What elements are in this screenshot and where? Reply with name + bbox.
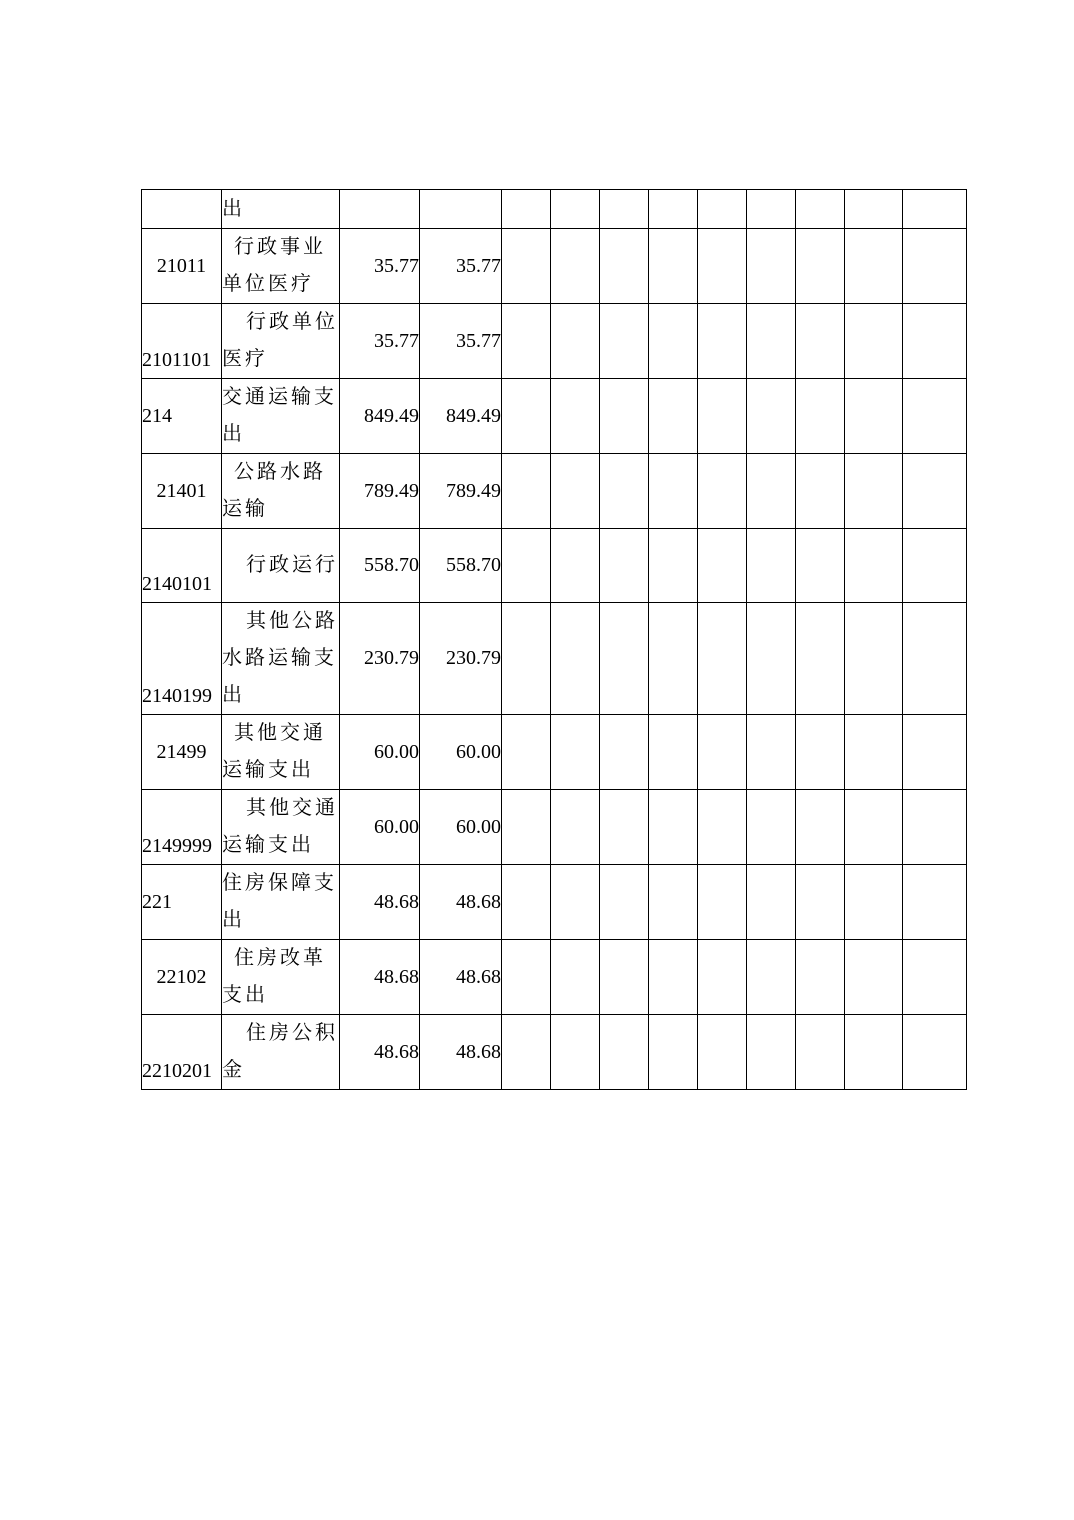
general-budget-amount: 558.70 — [420, 529, 502, 603]
general-budget-amount: 48.68 — [420, 940, 502, 1015]
empty-cell — [903, 229, 967, 304]
table-row — [142, 940, 967, 1015]
empty-cell — [903, 865, 967, 940]
empty-cell — [747, 304, 796, 379]
table-body — [142, 190, 967, 1090]
empty-cell — [649, 790, 698, 865]
empty-cell — [698, 603, 747, 715]
empty-cell — [551, 529, 600, 603]
empty-cell — [845, 304, 903, 379]
table-row — [142, 379, 967, 454]
subject-code: 22102 — [142, 940, 222, 1015]
subject-code: 2210201 — [142, 1015, 222, 1090]
empty-cell — [796, 865, 845, 940]
empty-cell — [796, 790, 845, 865]
empty-cell — [600, 1015, 649, 1090]
table-row — [142, 529, 967, 603]
empty-cell — [698, 865, 747, 940]
total-amount: 48.68 — [340, 940, 420, 1015]
general-budget-amount: 230.79 — [420, 603, 502, 715]
empty-cell — [845, 1015, 903, 1090]
total-amount: 35.77 — [340, 229, 420, 304]
subject-name — [222, 529, 340, 603]
empty-cell — [698, 454, 747, 529]
empty-cell — [747, 865, 796, 940]
empty-cell — [796, 715, 845, 790]
empty-cell — [502, 529, 551, 603]
table-row — [142, 1015, 967, 1090]
empty-cell — [747, 603, 796, 715]
subject-name — [222, 454, 340, 529]
empty-cell — [502, 865, 551, 940]
empty-cell — [747, 190, 796, 229]
subject-name-text: 出 — [222, 197, 245, 220]
subject-code: 221 — [142, 865, 222, 940]
empty-cell — [796, 454, 845, 529]
empty-cell — [903, 190, 967, 229]
subject-name-text: 住房公积金 — [222, 1022, 338, 1081]
empty-cell — [649, 1015, 698, 1090]
subject-name — [222, 790, 340, 865]
empty-cell — [502, 940, 551, 1015]
empty-cell — [600, 229, 649, 304]
subject-code: 2140101 — [142, 529, 222, 603]
empty-cell — [502, 1015, 551, 1090]
empty-cell — [845, 379, 903, 454]
empty-cell — [903, 603, 967, 715]
empty-cell — [698, 304, 747, 379]
empty-cell — [649, 603, 698, 715]
empty-cell — [649, 304, 698, 379]
empty-cell — [903, 1015, 967, 1090]
empty-cell — [903, 379, 967, 454]
empty-cell — [903, 454, 967, 529]
subject-name-text: 行政运行 — [246, 554, 338, 576]
empty-cell — [600, 715, 649, 790]
subject-name-text: 其他交通运输支出 — [222, 722, 326, 781]
empty-cell — [698, 529, 747, 603]
general-budget-amount: 60.00 — [420, 790, 502, 865]
empty-cell — [747, 790, 796, 865]
empty-cell — [845, 229, 903, 304]
empty-cell — [796, 940, 845, 1015]
total-amount: 789.49 — [340, 454, 420, 529]
table-row — [142, 229, 967, 304]
subject-name-text: 行政单位医疗 — [222, 311, 338, 370]
empty-cell — [796, 379, 845, 454]
table-row — [142, 190, 967, 229]
total-amount: 849.49 — [340, 379, 420, 454]
empty-cell — [903, 940, 967, 1015]
empty-cell — [903, 529, 967, 603]
empty-cell — [796, 190, 845, 229]
subject-name — [222, 379, 340, 454]
empty-cell — [649, 940, 698, 1015]
general-budget-amount: 849.49 — [420, 379, 502, 454]
subject-name — [222, 603, 340, 715]
empty-cell — [698, 379, 747, 454]
budget-table — [141, 189, 967, 1090]
empty-cell — [502, 304, 551, 379]
empty-cell — [796, 229, 845, 304]
total-amount: 48.68 — [340, 865, 420, 940]
total-amount: 48.68 — [340, 1015, 420, 1090]
total-amount: 230.79 — [340, 603, 420, 715]
subject-name — [222, 940, 340, 1015]
subject-name-text: 行政事业单位医疗 — [222, 236, 326, 295]
subject-name-text: 公路水路运输 — [222, 461, 326, 520]
empty-cell — [551, 865, 600, 940]
general-budget-amount: 789.49 — [420, 454, 502, 529]
empty-cell — [600, 865, 649, 940]
empty-cell — [845, 454, 903, 529]
empty-cell — [796, 304, 845, 379]
subject-name — [222, 229, 340, 304]
table-row — [142, 454, 967, 529]
empty-cell — [551, 790, 600, 865]
empty-cell — [845, 790, 903, 865]
total-amount — [340, 190, 420, 229]
empty-cell — [845, 603, 903, 715]
subject-name — [222, 865, 340, 940]
empty-cell — [698, 940, 747, 1015]
empty-cell — [698, 790, 747, 865]
total-amount: 60.00 — [340, 715, 420, 790]
empty-cell — [698, 190, 747, 229]
subject-name-text: 住房改革支出 — [222, 947, 326, 1006]
subject-code — [142, 190, 222, 229]
general-budget-amount: 35.77 — [420, 304, 502, 379]
empty-cell — [551, 190, 600, 229]
subject-code: 2149999 — [142, 790, 222, 865]
subject-code: 2101101 — [142, 304, 222, 379]
empty-cell — [502, 190, 551, 229]
empty-cell — [649, 865, 698, 940]
total-amount: 558.70 — [340, 529, 420, 603]
empty-cell — [649, 379, 698, 454]
empty-cell — [649, 529, 698, 603]
table-row — [142, 603, 967, 715]
empty-cell — [551, 1015, 600, 1090]
subject-name — [222, 1015, 340, 1090]
empty-cell — [903, 304, 967, 379]
empty-cell — [502, 229, 551, 304]
empty-cell — [698, 715, 747, 790]
empty-cell — [551, 454, 600, 529]
empty-cell — [903, 790, 967, 865]
subject-name — [222, 304, 340, 379]
empty-cell — [551, 304, 600, 379]
empty-cell — [502, 790, 551, 865]
empty-cell — [747, 715, 796, 790]
subject-code: 21011 — [142, 229, 222, 304]
empty-cell — [845, 865, 903, 940]
table-row — [142, 715, 967, 790]
empty-cell — [649, 190, 698, 229]
empty-cell — [747, 379, 796, 454]
subject-name-text: 住房保障支出 — [222, 872, 337, 931]
table-row — [142, 865, 967, 940]
subject-name-text: 其他公路水路运输支出 — [222, 610, 338, 706]
empty-cell — [747, 940, 796, 1015]
empty-cell — [600, 790, 649, 865]
empty-cell — [551, 715, 600, 790]
empty-cell — [551, 603, 600, 715]
empty-cell — [845, 940, 903, 1015]
subject-name-text: 其他交通运输支出 — [222, 797, 338, 856]
empty-cell — [747, 229, 796, 304]
general-budget-amount — [420, 190, 502, 229]
empty-cell — [502, 715, 551, 790]
empty-cell — [502, 454, 551, 529]
total-amount: 60.00 — [340, 790, 420, 865]
subject-code: 214 — [142, 379, 222, 454]
general-budget-amount: 35.77 — [420, 229, 502, 304]
empty-cell — [649, 229, 698, 304]
empty-cell — [845, 715, 903, 790]
empty-cell — [551, 229, 600, 304]
empty-cell — [747, 529, 796, 603]
empty-cell — [698, 1015, 747, 1090]
empty-cell — [796, 1015, 845, 1090]
empty-cell — [551, 940, 600, 1015]
subject-name-text: 交通运输支出 — [222, 386, 337, 445]
empty-cell — [502, 603, 551, 715]
general-budget-amount: 48.68 — [420, 1015, 502, 1090]
table-row — [142, 304, 967, 379]
subject-code: 2140199 — [142, 603, 222, 715]
empty-cell — [502, 379, 551, 454]
empty-cell — [747, 1015, 796, 1090]
empty-cell — [796, 529, 845, 603]
empty-cell — [747, 454, 796, 529]
general-budget-amount: 48.68 — [420, 865, 502, 940]
subject-code: 21499 — [142, 715, 222, 790]
empty-cell — [551, 379, 600, 454]
empty-cell — [845, 190, 903, 229]
empty-cell — [698, 229, 747, 304]
table-row — [142, 790, 967, 865]
empty-cell — [600, 379, 649, 454]
empty-cell — [649, 715, 698, 790]
empty-cell — [600, 304, 649, 379]
empty-cell — [903, 715, 967, 790]
empty-cell — [600, 940, 649, 1015]
empty-cell — [600, 529, 649, 603]
subject-code: 21401 — [142, 454, 222, 529]
general-budget-amount: 60.00 — [420, 715, 502, 790]
empty-cell — [600, 190, 649, 229]
total-amount: 35.77 — [340, 304, 420, 379]
empty-cell — [600, 603, 649, 715]
empty-cell — [649, 454, 698, 529]
empty-cell — [845, 529, 903, 603]
subject-name — [222, 715, 340, 790]
empty-cell — [600, 454, 649, 529]
empty-cell — [796, 603, 845, 715]
subject-name — [222, 190, 340, 229]
